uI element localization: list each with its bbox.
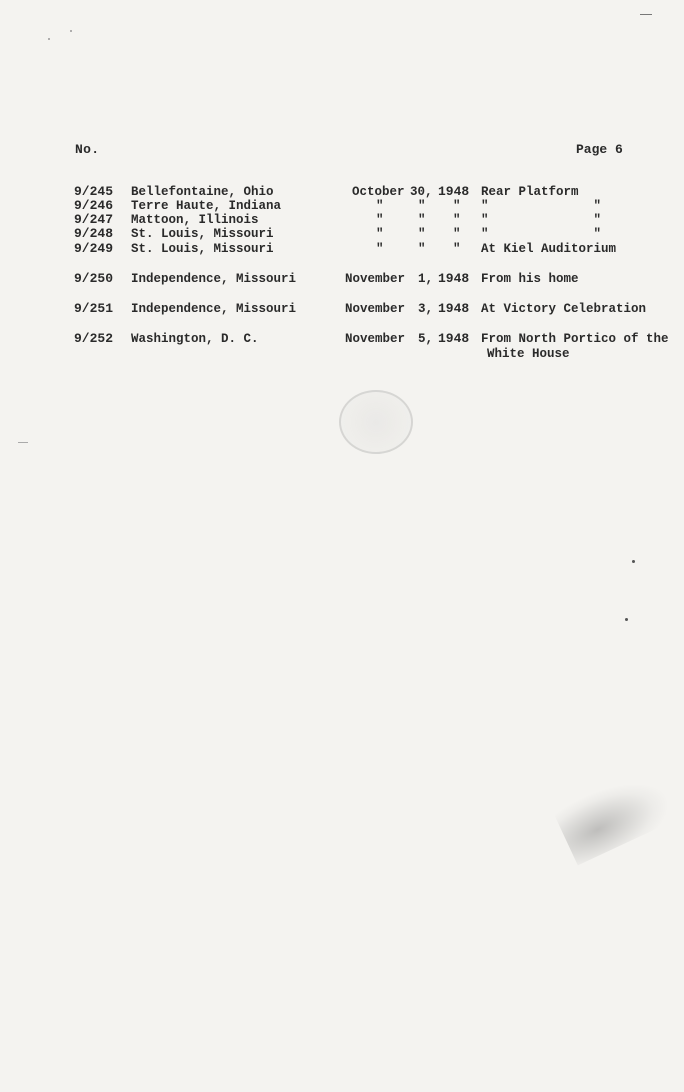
entry-note: " " [481,213,602,227]
entry-place: Bellefontaine, Ohio [131,185,274,199]
entry-day: " [418,199,426,213]
table-row [0,242,684,256]
entry-place: Terre Haute, Indiana [131,199,282,213]
speck [18,442,28,443]
entry-day: 3, [418,302,434,316]
entry-note: Rear Platform [481,185,579,199]
entry-place: Washington, D. C. [131,332,259,346]
entry-month: " [376,213,384,227]
entry-day: " [418,227,426,241]
entry-month: " [376,227,384,241]
table-row [0,332,684,346]
entry-place: St. Louis, Missouri [131,242,274,256]
entry-note: From North Portico of the [481,332,669,346]
speck [625,618,628,621]
entry-note: " " [481,227,602,241]
entry-number: 9/248 [74,226,114,241]
entry-day: 5, [418,332,434,346]
speck [48,38,50,40]
entry-number: 9/245 [74,184,114,199]
entry-number: 9/249 [74,241,114,256]
entry-day: " [418,213,426,227]
entry-number: 9/247 [74,212,114,227]
table-row [0,213,684,227]
entry-month: " [376,242,384,256]
entry-note: At Victory Celebration [481,302,647,316]
table-row [0,185,684,199]
entry-note-continued: White House [487,347,570,361]
page-number: Page 6 [576,142,623,157]
speck [632,560,635,563]
table-row [0,227,684,241]
speck [70,30,72,32]
entry-note: At Kiel Auditorium [481,242,617,256]
column-header-no: No. [75,142,100,157]
speck [640,14,652,15]
entry-place: Mattoon, Illinois [131,213,259,227]
entry-month: " [376,199,384,213]
entry-year: 1948 [438,184,470,199]
entry-year: 1948 [438,271,470,286]
entry-number: 9/250 [74,271,114,286]
table-row [0,302,684,316]
entry-month: November [345,272,406,286]
entry-place: St. Louis, Missouri [131,227,274,241]
entry-year: 1948 [438,301,470,316]
table-row [0,272,684,286]
entry-number: 9/252 [74,331,114,346]
entry-month: October [352,185,405,199]
entry-day: " [418,242,426,256]
faded-seal-stamp [339,390,413,454]
ink-smudge [552,765,677,866]
table-row [0,199,684,213]
entry-year: " [453,242,461,256]
entry-day: 1, [418,272,434,286]
entry-number: 9/251 [74,301,114,316]
entry-note: " " [481,199,602,213]
entry-place: Independence, Missouri [131,272,297,286]
entry-month: November [345,332,406,346]
entry-year: " [453,199,461,213]
entry-day: 30, [410,185,433,199]
entry-note: From his home [481,272,579,286]
entry-year: 1948 [438,331,470,346]
entry-year: " [453,213,461,227]
entry-month: November [345,302,406,316]
entry-number: 9/246 [74,198,114,213]
entry-year: " [453,227,461,241]
entry-place: Independence, Missouri [131,302,297,316]
